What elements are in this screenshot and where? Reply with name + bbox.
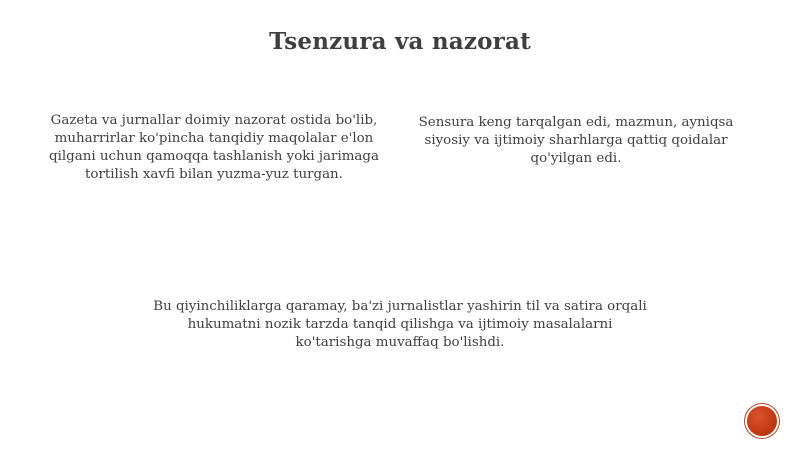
- bottom-text-block: Bu qiyinchiliklarga qaramay, ba'zi jurnalistlar yashirin til va satira orqali hukumatni nozik tarzda tanqid qilishga va ijtimoiy masalalarni ko'tarishga muvaffaq bo'lishdi.: [153, 299, 647, 350]
- slide-title: Tsenzura va nazorat: [269, 28, 531, 55]
- right-text-block: Sensura keng tarqalgan edi, mazmun, ayniqsa siyosiy va ijtimoiy sharhlarga qattiq qoidalar qo'yilgan edi.: [418, 115, 734, 166]
- left-text-block: Gazeta va jurnallar doimiy nazorat ostida bo'lib, muharrirlar ko'pincha tanqidiy maqolalar e'lon qilgani uchun qamoqqa tashlanish yoki jarimaga tortilish xavfi bilan yuzma-yuz turgan.: [49, 113, 379, 182]
- circle-button-icon[interactable]: [747, 406, 777, 436]
